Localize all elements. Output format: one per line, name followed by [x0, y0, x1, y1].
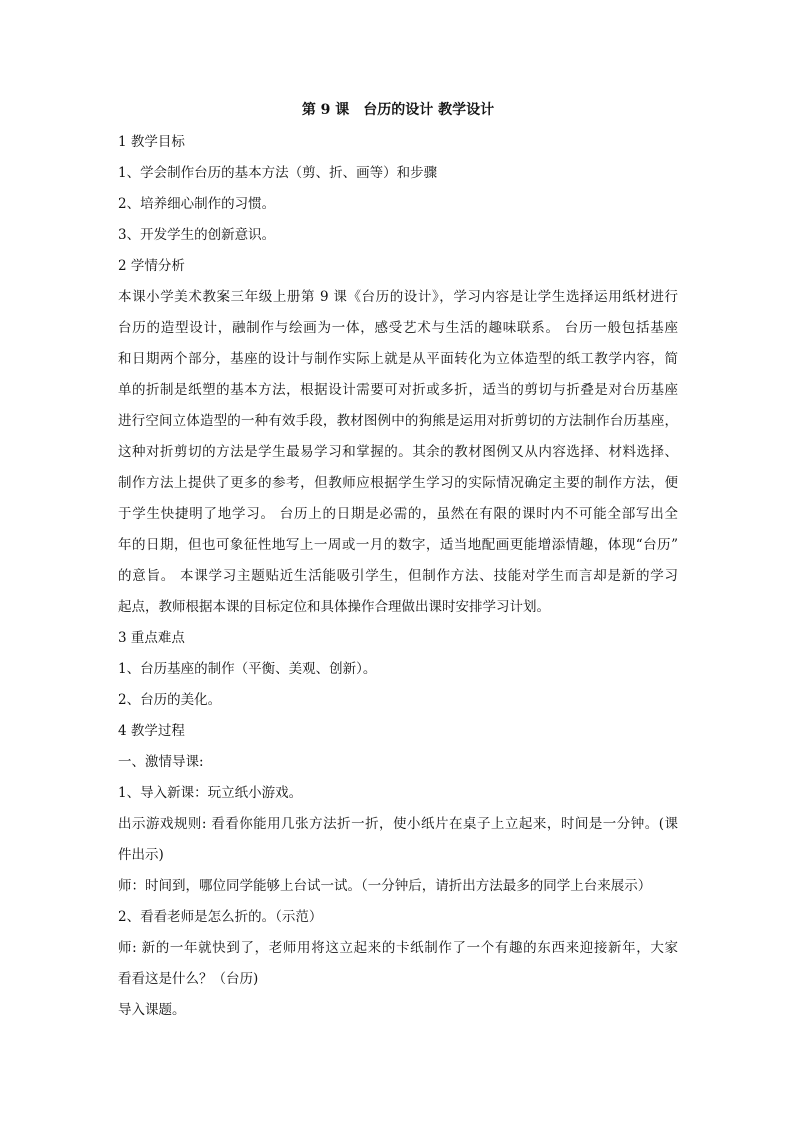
- goal-item-1: 1、学会制作台历的基本方法（剪、折、画等）和步骤: [118, 165, 438, 181]
- paragraph-line: 于学生快捷明了地学习。 台历上的日期是必需的，虽然在有限的课时内不可能全部写出全: [118, 506, 678, 522]
- process-step-intro: 一、激情导课:: [118, 754, 204, 770]
- paragraph-line: 进行空间立体造型的一种有效手段，教材图例中的狗熊是运用对折剪切的方法制作台历基座，: [118, 413, 678, 429]
- paragraph-line: 起点，教师根据本课的目标定位和具体操作合理做出课时安排学习计划。: [118, 599, 550, 615]
- paragraph-line: 的意旨。 本课学习主题贴近生活能吸引学生，但制作方法、技能对学生而言却是新的学习: [118, 568, 678, 584]
- paragraph-line: 这种对折剪切的方法是学生最易学习和掌握的。其余的教材图例又从内容选择、材料选择、: [118, 444, 678, 460]
- paragraph-line: 看看这是什么？（台历): [118, 971, 259, 987]
- teacher-line-1: 师：时间到，哪位同学能够上台试一试。（一分钟后，请折出方法最多的同学上台来展示）: [118, 878, 652, 894]
- key-point-2: 2、台历的美化。: [118, 692, 222, 708]
- section-heading-key-points: 3 重点难点: [118, 630, 185, 646]
- section-heading-teaching-goals: 1 教学目标: [118, 134, 185, 150]
- paragraph-line: 和日期两个部分，基座的设计与制作实际上就是从平面转化为立体造型的纸工教学内容，简: [118, 351, 678, 367]
- section-heading-student-analysis: 2 学情分析: [118, 258, 185, 274]
- paragraph-line: 单的折制是纸塑的基本方法，根据设计需要可对折或多折，适当的剪切与折叠是对台历基座: [118, 382, 678, 398]
- paragraph-line: 台历的造型设计，融制作与绘画为一体，感受艺术与生活的趣味联系。 台历一般包括基座: [118, 320, 678, 336]
- paragraph-line: 师: 新的一年就快到了，老师用将这立起来的卡纸制作了一个有趣的东西来迎接新年，大家: [118, 940, 678, 956]
- student-analysis-paragraph: [118, 282, 678, 623]
- document-page: [118, 100, 678, 1026]
- paragraph-line: 本课小学美术教案三年级上册第 9 课《台历的设计》，学习内容是让学生选择运用纸材进行: [118, 289, 678, 305]
- teacher-paragraph-2: [118, 933, 678, 995]
- paragraph-line: 件出示): [118, 847, 164, 863]
- section-heading-teaching-process: 4 教学过程: [118, 723, 185, 739]
- paragraph-line: 年的日期，但也可象征性地写上一周或一月的数字，适当地配画更能增添情趣，体现“台历”: [118, 537, 678, 553]
- goal-item-2: 2、培养细心制作的习惯。: [118, 196, 276, 212]
- game-rules-paragraph: [118, 809, 678, 871]
- process-substep-2: 2、看看老师是怎么折的。（示范）: [118, 909, 323, 925]
- document-title: 第 9 课 台历的设计 教学设计: [301, 102, 495, 118]
- goal-item-3: 3、开发学生的创新意识。: [118, 227, 276, 243]
- process-substep-1: 1、导入新课：玩立纸小游戏。: [118, 785, 303, 801]
- intro-topic-line: 导入课题。: [118, 1002, 186, 1018]
- paragraph-line: 出示游戏规则: 看看你能用几张方法折一折，使小纸片在桌子上立起来，时间是一分钟。(课: [118, 816, 678, 832]
- key-point-1: 1、台历基座的制作（平衡、美观、创新）。: [118, 661, 377, 677]
- paragraph-line: 制作方法上提供了更多的参考，但教师应根据学生学习的实际情况确定主要的制作方法，便: [118, 475, 678, 491]
